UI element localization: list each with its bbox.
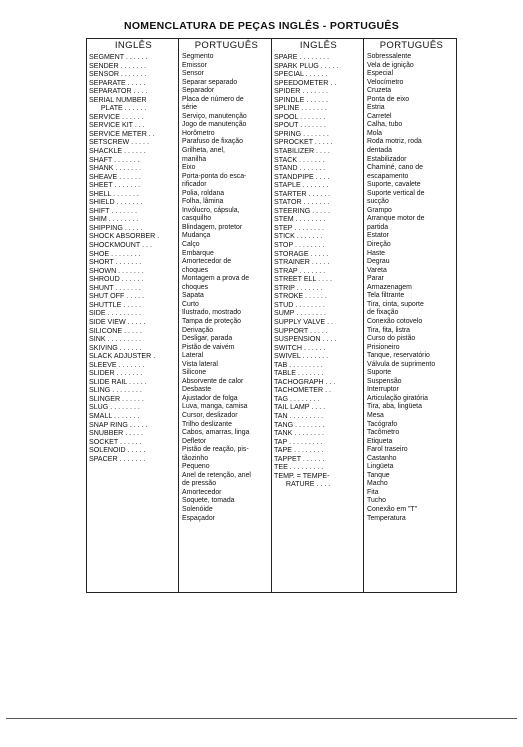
table-cell: TEE . . . . . . . . .: [274, 463, 324, 472]
table-cell: Fita: [367, 488, 379, 496]
table-cell: TANK . . . . . . . .: [274, 429, 324, 438]
table-cell: SUPPORT . . . . .: [274, 326, 328, 335]
table-cell: Arranque motor de: [367, 215, 425, 223]
table-cell: SHIELD . . . . . . .: [89, 198, 143, 207]
table-cell: choques: [182, 266, 209, 274]
table-cell: Haste: [367, 249, 386, 257]
right-english-column: [272, 39, 364, 592]
left-half: [87, 39, 271, 592]
table-cell: sucção: [367, 198, 389, 206]
table-cell: SHUTTLE . . . . .: [89, 300, 142, 309]
table-cell: SHACKLE . . . . . .: [89, 147, 146, 156]
table-cell: Farol traseiro: [367, 446, 408, 454]
left-en-list: [89, 53, 178, 463]
table-cell: Absorvente de calor: [182, 377, 244, 385]
table-cell: Especial: [367, 70, 394, 78]
table-cell: Espaçador: [182, 514, 215, 522]
table-cell: SLINGER . . . . . .: [89, 394, 144, 403]
table-cell: SETSCREW . . . . .: [89, 138, 149, 147]
table-cell: Roda motriz, roda: [367, 138, 422, 146]
table-cell: SPECIAL . . . . . .: [274, 70, 328, 79]
table-cell: Calço: [182, 241, 200, 249]
table-cell: Luva, manga, camisa: [182, 403, 248, 411]
table-cell: STATOR . . . . . . .: [274, 198, 330, 207]
table-cell: STROKE . . . . . .: [274, 292, 327, 301]
table-cell: Pistão de vaivém: [182, 343, 235, 351]
table-cell: Mola: [367, 129, 382, 137]
table-cell: choques: [182, 283, 209, 291]
table-cell: Anel de retenção, anel: [182, 471, 251, 479]
table-cell: STACK . . . . . . .: [274, 155, 325, 164]
table-cell: SLIDER . . . . . . .: [89, 369, 143, 378]
table-cell: Direção: [367, 241, 391, 249]
table-cell: SPIDER . . . . . . .: [274, 87, 329, 96]
table-cell: SERVICE METER . .: [89, 129, 155, 138]
table-cell: STEERING . . . . .: [274, 206, 330, 215]
table-cell: Tucho: [367, 497, 386, 505]
table-cell: STEP . . . . . . . .: [274, 223, 324, 232]
table-cell: SEGMENT . . . . . .: [89, 53, 148, 61]
table-cell: Separador: [182, 87, 215, 95]
table-cell: SPOUT . . . . . . .: [274, 121, 326, 130]
table-cell: SKIVING . . . . . .: [89, 343, 142, 352]
table-cell: SPARE . . . . . . . .: [274, 53, 330, 61]
table-cell: série: [182, 104, 197, 112]
table-cell: Invólucro, cápsula,: [182, 206, 240, 214]
table-cell: Desligar, parada: [182, 335, 233, 343]
table-cell: Interruptor: [367, 386, 399, 394]
table-cell: Separar separado: [182, 78, 238, 86]
header-ingles: INGLÊS: [114, 40, 153, 51]
table-cell: SLACK ADJUSTER .: [89, 352, 156, 361]
table-cell: Lingüeta: [367, 463, 394, 471]
table-cell: Tira, aba, lingüeta: [367, 403, 422, 411]
table-cell: STORAGE . . . . .: [274, 249, 329, 258]
table-cell: SHROUD . . . . . .: [89, 275, 144, 284]
table-cell: Estator: [367, 232, 389, 240]
right-half: [271, 39, 456, 592]
nomenclature-table: [86, 38, 457, 593]
table-cell: SLUG . . . . . . . .: [89, 403, 140, 412]
table-cell: Cruzeta: [367, 87, 392, 95]
table-cell: Chaminé, cano de: [367, 164, 423, 172]
table-cell: SIDE . . . . . . . . .: [89, 309, 142, 318]
table-cell: Desbaste: [182, 386, 212, 394]
left-english-column: [87, 39, 179, 592]
table-cell: STRAP . . . . . . .: [274, 266, 326, 275]
table-cell: SENSOR . . . . . . .: [89, 70, 147, 79]
table-cell: Placa de número de: [182, 95, 244, 103]
table-cell: SPLINE . . . . . . .: [274, 104, 327, 113]
table-cell: tãozinho: [182, 454, 209, 462]
table-cell: TANG . . . . . . . .: [274, 420, 325, 429]
table-cell: Suspensão: [367, 377, 402, 385]
table-cell: STEM . . . . . . . .: [274, 215, 326, 224]
table-cell: partida: [367, 223, 389, 231]
table-cell: SHANK . . . . . . .: [89, 164, 142, 173]
left-portuguese-column: [179, 39, 271, 592]
table-cell: TAG . . . . . . . .: [274, 394, 320, 403]
table-cell: SPACER . . . . . . .: [89, 454, 146, 463]
table-cell: Tanque: [367, 471, 390, 479]
bottom-divider: [6, 718, 517, 719]
header-portugues: PORTUGUÊS: [379, 40, 444, 51]
table-cell: Conexão cotovelo: [367, 317, 423, 325]
table-cell: Prisioneiro: [367, 343, 400, 351]
table-cell: Suporte: [367, 369, 392, 377]
table-cell: Ajustador de folga: [182, 394, 238, 402]
table-cell: STOP . . . . . . . .: [274, 241, 325, 250]
table-cell: SUMP . . . . . . . .: [274, 309, 326, 318]
table-cell: STAPLE . . . . . . .: [274, 181, 329, 190]
table-cell: Suporte vertical de: [367, 189, 425, 197]
table-cell: Válvula de suprimento: [367, 360, 436, 368]
table-cell: SERIAL NUMBER: [89, 95, 147, 104]
table-cell: STUD . . . . . . . .: [274, 300, 325, 309]
table-cell: TEMP. = TEMPE-: [274, 471, 330, 480]
table-cell: SHOE . . . . . . . .: [89, 249, 141, 258]
table-cell: TACHOMETER . .: [274, 386, 332, 395]
table-cell: Serviço, manutenção: [182, 112, 247, 120]
table-cell: SPOOL . . . . . . .: [274, 112, 326, 121]
table-cell: Degrau: [367, 258, 390, 266]
table-cell: Curso do pistão: [367, 335, 416, 343]
table-cell: Emissor: [182, 61, 207, 69]
table-cell: SEPARATOR . . . .: [89, 87, 148, 96]
table-cell: SUPPLY VALVE . .: [274, 317, 334, 326]
table-cell: TAN . . . . . . . . .: [274, 411, 324, 420]
table-cell: SPARK PLUG . . . . .: [274, 61, 339, 70]
table-cell: Sapata: [182, 292, 204, 300]
table-cell: SLING . . . . . . . .: [89, 386, 142, 395]
table-cell: SHOWN . . . . . . .: [89, 266, 144, 275]
table-cell: SPRING . . . . . . .: [274, 129, 329, 138]
table-cell: STANDPIPE . . . .: [274, 172, 330, 181]
table-cell: SHIPPING . . . . .: [89, 223, 143, 232]
table-cell: SHELL . . . . . . .: [89, 189, 139, 198]
table-cell: SLIDE RAIL . . . . .: [89, 377, 147, 386]
table-cell: Velocímetro: [367, 78, 404, 86]
table-cell: SOCKET . . . . . .: [89, 437, 142, 446]
table-cell: Curto: [182, 300, 199, 308]
table-cell: SINK . . . . . . . . .: [89, 335, 142, 344]
table-cell: de fixação: [367, 309, 399, 317]
table-cell: Cursor, deslizador: [182, 411, 238, 419]
table-cell: Solenóide: [182, 505, 213, 513]
table-cell: SHAFT . . . . . . .: [89, 155, 140, 164]
table-cell: PLATE . . . . . .: [89, 104, 147, 113]
table-cell: SWIVEL . . . . . . .: [274, 352, 329, 361]
table-cell: Tacômetro: [367, 429, 400, 437]
table-cell: SOLENOID . . . . .: [89, 446, 146, 455]
table-cell: SEPARATE . . . . .: [89, 78, 146, 87]
right-pt-list: [367, 53, 456, 523]
table-cell: Parar: [367, 275, 384, 283]
table-cell: Castanho: [367, 454, 397, 462]
table-cell: Calha, tubo: [367, 121, 403, 129]
page-title: NOMENCLATURA DE PEÇAS INGLÊS - PORTUGUÊS: [123, 20, 400, 32]
left-pt-list: [182, 53, 271, 523]
table-cell: Pistão de reação, pis-: [182, 446, 249, 454]
table-cell: Temperatura: [367, 514, 406, 522]
table-cell: Ilustrado, mostrado: [182, 309, 241, 317]
table-cell: Soquete, tomada: [182, 497, 235, 505]
table-cell: SHIFT . . . . . . .: [89, 206, 137, 215]
right-en-list: [274, 53, 363, 489]
table-cell: SHUNT . . . . . . .: [89, 283, 141, 292]
table-cell: Tira, cinta, suporte: [367, 300, 424, 308]
table-cell: TACHOGRAPH . . .: [274, 377, 336, 386]
table-cell: Defletor: [182, 437, 207, 445]
table-cell: Jogo de manutenção: [182, 121, 247, 129]
table-cell: STABILIZER . . . .: [274, 147, 330, 156]
table-cell: Lateral: [182, 352, 204, 360]
table-cell: Parafuso de fixação: [182, 138, 243, 146]
table-cell: SPINDLE . . . . . .: [274, 95, 329, 104]
table-cell: Ponta de eixo: [367, 95, 410, 103]
table-cell: Tacógrafo: [367, 420, 398, 428]
table-cell: SHOCK ABSORBER .: [89, 232, 160, 241]
table-cell: Carretel: [367, 112, 392, 120]
table-cell: SHUT OFF . . . . .: [89, 292, 145, 301]
table-cell: Blindagem, protetor: [182, 223, 243, 231]
table-cell: TABLE . . . . . . .: [274, 369, 324, 378]
table-cell: SERVICE KIT . . .: [89, 121, 145, 130]
table-cell: Tampa de proteção: [182, 317, 241, 325]
table-cell: Armazenagem: [367, 283, 412, 291]
table-cell: Horômetro: [182, 129, 215, 137]
table-cell: SIDE VIEW . . . . .: [89, 317, 146, 326]
table-cell: manilha: [182, 155, 207, 163]
table-cell: SHEET . . . . . . .: [89, 181, 141, 190]
table-cell: Estabilizador: [367, 155, 407, 163]
right-portuguese-column: [364, 39, 456, 592]
table-cell: SILICONE . . . . .: [89, 326, 142, 335]
table-cell: Articulação giratória: [367, 394, 428, 402]
table-cell: Polia, roldana: [182, 189, 225, 197]
table-cell: Conexão em "T": [367, 505, 418, 513]
table-cell: Pequeno: [182, 463, 210, 471]
table-cell: de pressão: [182, 480, 217, 488]
table-cell: SENDER . . . . . . .: [89, 61, 147, 70]
table-cell: Silicone: [182, 369, 207, 377]
table-cell: Derivação: [182, 326, 214, 334]
table-cell: SHEAVE . . . . . .: [89, 172, 141, 181]
table-cell: TAPE . . . . . . . .: [274, 446, 324, 455]
table-cell: Estria: [367, 104, 385, 112]
table-cell: SHOCKMOUNT . . .: [89, 241, 152, 250]
table-cell: Cabos, amarras, linga: [182, 429, 250, 437]
table-cell: Trilho deslizante: [182, 420, 232, 428]
table-cell: SWITCH . . . . . .: [274, 343, 326, 352]
table-cell: SNUBBER . . . . .: [89, 429, 144, 438]
table-cell: Porta-ponta do esca-: [182, 172, 247, 180]
table-cell: Tanque, reservatório: [367, 352, 430, 360]
table-cell: SPEEDOMETER . .: [274, 78, 337, 87]
table-cell: Tira, fita, listra: [367, 326, 411, 334]
table-cell: casquilho: [182, 215, 212, 223]
table-cell: Etiqueta: [367, 437, 393, 445]
table-cell: SMALL . . . . . . .: [89, 411, 140, 420]
table-cell: Amortecedor de: [182, 258, 232, 266]
table-cell: Macho: [367, 480, 388, 488]
table-cell: Eixo: [182, 164, 196, 172]
table-cell: Folha, lâmina: [182, 198, 224, 206]
table-cell: SHIM . . . . . . . .: [89, 215, 139, 224]
table-cell: dentada: [367, 147, 392, 155]
table-cell: SPROCKET . . . . .: [274, 138, 333, 147]
table-cell: SHORT . . . . . . .: [89, 258, 142, 267]
table-cell: Segmento: [182, 53, 214, 60]
header-portugues: PORTUGUÊS: [194, 40, 259, 51]
table-cell: Vela de ignição: [367, 61, 414, 69]
table-cell: RATURE . . . .: [274, 480, 331, 489]
table-cell: TAB . . . . . . . . .: [274, 360, 323, 369]
table-cell: Embarque: [182, 249, 214, 257]
table-cell: escapamento: [367, 172, 409, 180]
table-cell: Tela filtrante: [367, 292, 405, 300]
table-cell: TAP . . . . . . . . .: [274, 437, 323, 446]
table-cell: Grilheta, anel,: [182, 147, 225, 155]
table-cell: TAPPET . . . . . .: [274, 454, 325, 463]
table-cell: STICK . . . . . . .: [274, 232, 323, 241]
table-cell: Montagem a prova de: [182, 275, 250, 283]
table-cell: SNAP RING . . . . .: [89, 420, 148, 429]
table-cell: Grampo: [367, 206, 392, 214]
table-cell: Vareta: [367, 266, 387, 274]
table-cell: STAND . . . . . . .: [274, 164, 326, 173]
table-cell: Amortecedor: [182, 488, 222, 496]
table-cell: Sobressalente: [367, 53, 412, 60]
table-cell: Suporte, cavalete: [367, 181, 421, 189]
table-cell: SLEEVE . . . . . . .: [89, 360, 145, 369]
table-cell: SUSPENSION . . . .: [274, 335, 337, 344]
table-cell: SERVICE . . . . . .: [89, 112, 144, 121]
table-cell: STREET ELL . . . .: [274, 275, 332, 284]
table-cell: Sensor: [182, 70, 204, 78]
header-ingles: INGLÊS: [299, 40, 338, 51]
table-cell: Mudança: [182, 232, 211, 240]
table-cell: rificador: [182, 181, 207, 189]
table-cell: STRAINER . . . . .: [274, 258, 330, 267]
table-cell: STARTER . . . . . .: [274, 189, 331, 198]
table-cell: Mesa: [367, 411, 384, 419]
table-cell: Vista lateral: [182, 360, 218, 368]
table-cell: STRIP . . . . . . .: [274, 283, 323, 292]
table-cell: TAIL LAMP . . . .: [274, 403, 326, 412]
